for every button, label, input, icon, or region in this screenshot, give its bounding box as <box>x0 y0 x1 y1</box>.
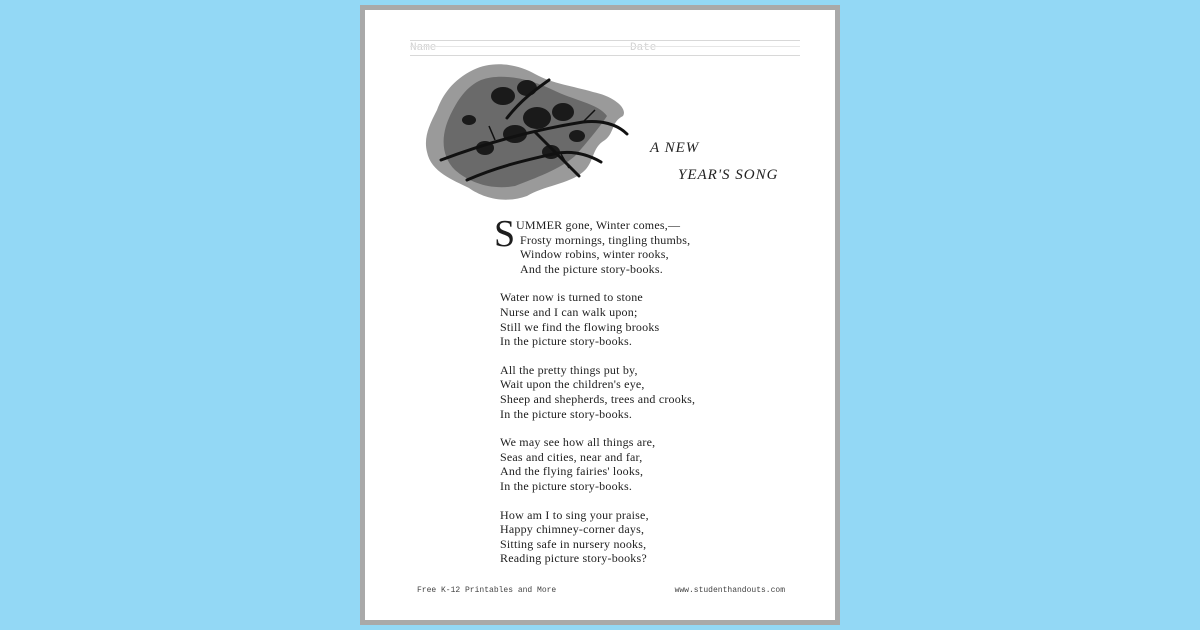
poem-line: Frosty mornings, tingling thumbs, <box>520 232 691 247</box>
poem-line: And the picture story-books. <box>520 261 663 276</box>
stanza-2 <box>500 290 800 348</box>
poem-line: Wait upon the children's eye, <box>500 377 645 392</box>
stanza-4 <box>500 435 800 493</box>
poem-line: Window robins, winter rooks, <box>520 247 669 262</box>
winter-branch-illustration <box>423 56 633 206</box>
poem <box>494 213 800 580</box>
poem-line: Sheep and shepherds, trees and crooks, <box>500 391 696 406</box>
footer-website[interactable]: www.studenthandouts.com <box>674 586 785 595</box>
poem-line: How am I to sing your praise, <box>500 507 649 522</box>
title-line-1: A NEW <box>650 140 700 156</box>
stanza-3 <box>500 363 800 421</box>
poem-line: Reading picture story-books? <box>500 551 647 566</box>
worksheet-page <box>360 5 840 625</box>
poem-line: Nurse and I can walk upon; <box>500 304 638 319</box>
stanza-1 <box>494 213 800 276</box>
poem-line: Happy chimney-corner days, <box>500 522 645 537</box>
name-date-line <box>410 40 800 56</box>
poem-line: Still we find the flowing brooks <box>500 319 660 334</box>
poem-line: In the picture story-books. <box>500 334 633 349</box>
poem-line: And the flying fairies' looks, <box>500 464 644 479</box>
poem-line: All the pretty things put by, <box>500 362 638 377</box>
poem-line: UMMER gone, Winter comes,— <box>516 218 681 232</box>
poem-line: Seas and cities, near and far, <box>500 449 643 464</box>
poem-line: In the picture story-books. <box>500 478 633 493</box>
poem-line: We may see how all things are, <box>500 435 656 450</box>
poem-line: Sitting safe in nursery nooks, <box>500 536 647 551</box>
date-label: Date <box>630 42 657 54</box>
name-label: Name <box>410 42 437 54</box>
poem-line: In the picture story-books. <box>500 406 633 421</box>
title-line-2: YEAR'S SONG <box>678 167 779 183</box>
footer-tagline: Free K-12 Printables and More <box>417 586 557 595</box>
poem-line: Water now is turned to stone <box>500 290 643 305</box>
drop-cap: S <box>494 213 516 255</box>
stanza-5 <box>500 508 800 566</box>
